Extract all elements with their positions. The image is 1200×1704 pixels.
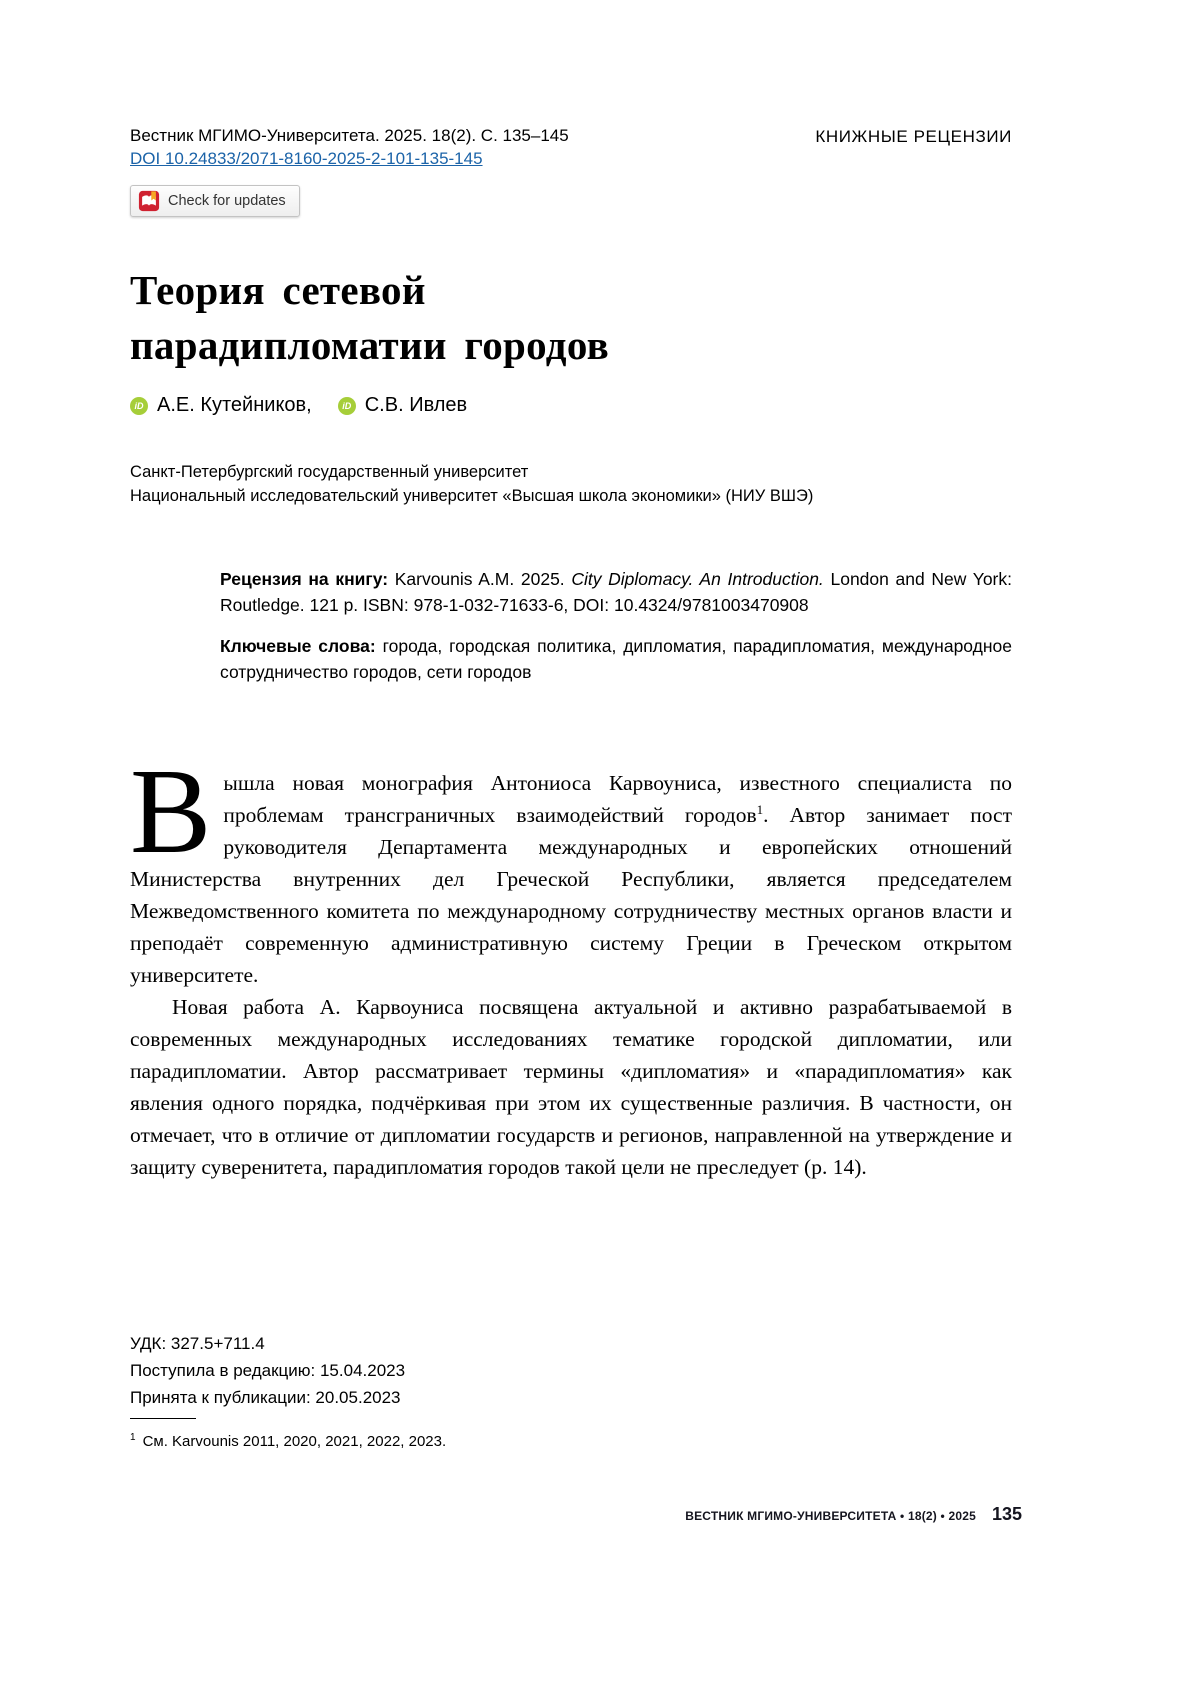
author	[338, 394, 467, 417]
footnote-ref[interactable]: 1	[756, 802, 764, 818]
section-label: КНИЖНЫЕ РЕЦЕНЗИИ	[815, 127, 1012, 146]
article-title	[130, 263, 1012, 372]
keywords-label: Ключевые слова:	[220, 635, 376, 656]
review-reference	[220, 567, 1012, 619]
review-text-1: Karvounis A.M. 2025.	[388, 568, 572, 589]
check-for-updates-label: Check for updates	[168, 193, 286, 209]
author-name: А.Е. Кутейников,	[157, 394, 312, 417]
affiliation-line: Санкт-Петербургский государственный университет	[130, 463, 529, 482]
review-text-2: London and New York: Routledge. 121 p. ISBN: 978-1-032-71633-6, DOI: 10.4324/9781003470908	[220, 568, 1013, 615]
article-meta	[130, 1330, 405, 1411]
author-name: С.В. Ивлев	[364, 394, 468, 417]
book-title: City Diplomacy. An Introduction.	[571, 568, 824, 589]
accepted-date: Принята к публикации: 20.05.2023	[130, 1388, 401, 1407]
article-body	[130, 744, 1012, 1183]
affiliation-line: Национальный исследовательский университет «Высшая школа экономики» (НИУ ВШЭ)	[130, 486, 814, 505]
page-number: 135	[991, 1504, 1022, 1524]
check-for-updates-badge[interactable]	[130, 185, 300, 217]
footnote-marker: 1	[130, 1432, 136, 1443]
dropcap: В	[130, 744, 212, 880]
page-header	[130, 126, 1012, 169]
orcid-icon[interactable]: iD	[338, 397, 356, 415]
abstract-block	[220, 567, 1012, 686]
running-footer: ВЕСТНИК МГИМО-УНИВЕРСИТЕТА • 18(2) • 2025	[685, 1509, 976, 1523]
footnote	[130, 1418, 446, 1450]
page-content	[130, 126, 1012, 1183]
footnote-text-row	[130, 1432, 446, 1450]
received-date: Поступила в редакцию: 15.04.2023	[130, 1361, 406, 1380]
article-title-line2: парадипломатии городов	[130, 321, 610, 368]
page-footer	[685, 1504, 1022, 1525]
body-paragraph	[130, 744, 1012, 991]
author	[130, 394, 312, 417]
journal-citation: Вестник МГИМО-Университета. 2025. 18(2). С. 135–145	[130, 126, 569, 145]
footnote-rule	[130, 1418, 196, 1419]
crossmark-icon	[138, 190, 160, 212]
doi-link[interactable]: DOI 10.24833/2071-8160-2025-2-101-135-145	[130, 149, 483, 168]
orcid-icon[interactable]: iD	[130, 397, 148, 415]
udk: УДК: 327.5+711.4	[130, 1334, 265, 1353]
keywords	[220, 634, 1012, 686]
paragraph-text: . Автор занимает пост руководителя Департамента международных и европейских отношений Министерства внутренних дел Греческой Республики, является председателем Межведомственного комитета по международному сотрудничеству местных органов власти и преподаёт современную административную систему Греции в Греческом открытом университете.	[130, 803, 1012, 988]
keywords-text: города, городская политика, дипломатия, парадипломатия, международное сотрудничество городов, сети городов	[220, 635, 1012, 682]
article-title-line1: Теория сетевой	[130, 267, 426, 313]
affiliations	[130, 461, 1012, 509]
review-label: Рецензия на книгу:	[220, 568, 389, 589]
header-left	[130, 126, 569, 169]
authors-row	[130, 394, 1012, 417]
footnote-text: См. Karvounis 2011, 2020, 2021, 2022, 2023.	[142, 1433, 447, 1450]
body-paragraph: Новая работа А. Карвоуниса посвящена актуальной и активно разрабатываемой в современных международных исследованиях тематике городской дипломатии, или парадипломатии. Автор рассматривает термины «дипломатия» и «парадипломатия» как явления одного порядка, подчёркивая при этом их существенные различия. В частности, он отмечает, что в отличие от дипломатии государств и регионов, направленной на утверждение и защиту суверенитета, парадипломатия городов такой цели не преследует (р. 14).	[130, 995, 1012, 1180]
paragraph-text: ышла новая монография Антониоса Карвоуниса, известного специалиста по проблемам трансграничных взаимодействий городов	[223, 771, 1012, 828]
